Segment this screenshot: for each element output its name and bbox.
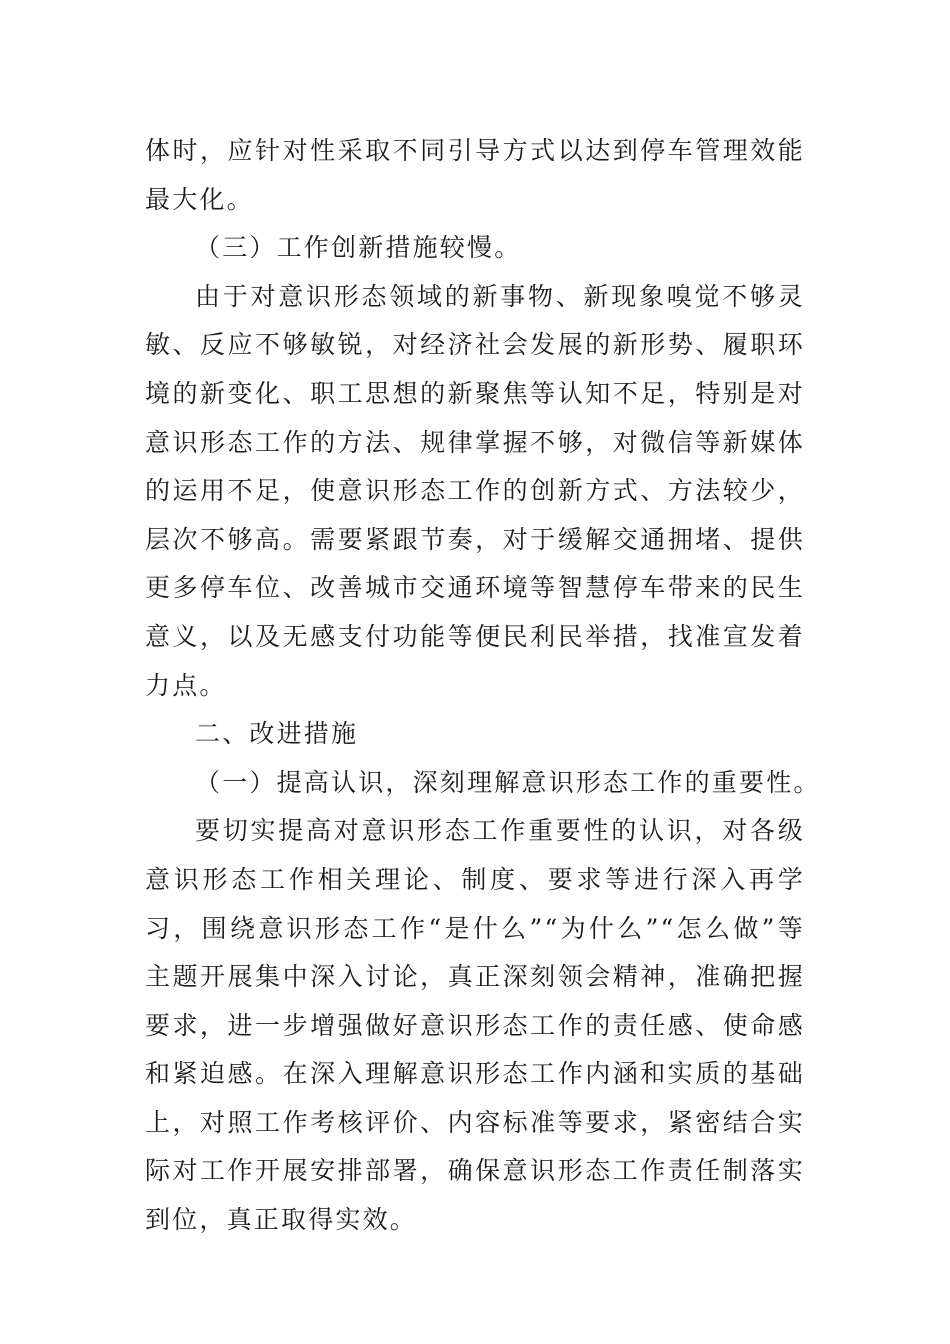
innovation-paragraph: 由于对意识形态领域的新事物、新现象嗅觉不够灵敏、反应不够敏锐，对经济社会发展的新形势、履职环境的新变化、职工思想的新聚焦等认知不足，特别是对意识形态工作的方法、规律掌握不够，对微信等新媒体的运用不足，使意识形态工作的创新方式、方法较少，层次不够高。需要紧跟节奏，对于缓解交通拥堵、提供更多停车位、改善城市交通环境等智慧停车带来的民生意义，以及无感支付功能等便民利民举措，找准宣发着力点。 <box>145 281 805 700</box>
section-heading-innovation: （三）工作创新措施较慢。 <box>195 233 522 263</box>
section-heading-awareness: （一）提高认识，深刻理解意识形态工作的重要性。 <box>195 767 821 797</box>
document-body <box>145 127 821 1245</box>
part-heading-improvement: 二、改进措施 <box>195 719 359 749</box>
continuation-paragraph: 体时，应针对性采取不同引导方式以达到停车管理效能最大化。 <box>145 136 805 214</box>
awareness-paragraph: 要切实提高对意识形态工作重要性的认识，对各级意识形态工作相关理论、制度、要求等进行深入再学习，围绕意识形态工作“是什么”“为什么”“怎么做”等主题开展集中深入讨论，真正深刻领会精神，准确把握要求，进一步增强做好意识形态工作的责任感、使命感和紧迫感。在深入理解意识形态工作内涵和实质的基础上，对照工作考核评价、内容标准等要求，紧密结合实际对工作开展安排部署，确保意识形态工作责任制落实到位，真正取得实效。 <box>145 816 805 1235</box>
